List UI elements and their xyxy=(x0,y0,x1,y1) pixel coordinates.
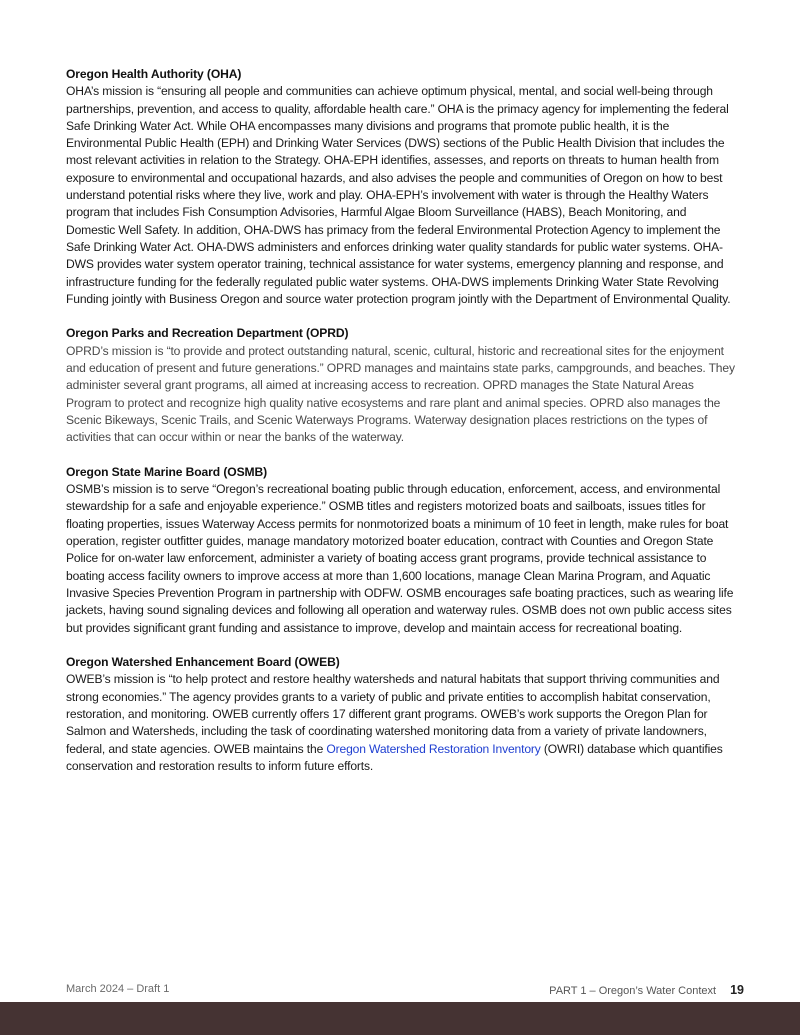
section-oprd xyxy=(66,325,738,446)
footer-bar xyxy=(0,1002,800,1035)
section-body xyxy=(66,671,738,775)
section-heading: Oregon Health Authority (OHA) xyxy=(66,67,242,81)
body-text-before-link: OWEB’s mission is “to help protect and restore healthy watersheds and natural habitats that support thriving communities and strong economies.” The agency provides grants to a variety of public and private entities to accomplish habitat conservation, restoration, and monitoring. OWEB currently offers 17 different grant programs. OWEB’s work supports the Oregon Plan for Salmon and Watersheds, including the task of coordinating watershed monitoring data from a variety of private landowners, federal, and state agencies. OWEB maintains the xyxy=(66,672,720,756)
section-oha xyxy=(66,66,738,308)
footer-part-title: PART 1 – Oregon’s Water Context xyxy=(549,985,717,997)
section-osmb xyxy=(66,464,738,637)
section-heading: Oregon Watershed Enhancement Board (OWEB) xyxy=(66,655,340,670)
footer-date-draft: March 2024 – Draft 1 xyxy=(66,983,170,995)
section-body: OPRD’s mission is “to provide and protect outstanding natural, scenic, cultural, historic and recreational sites for the enjoyment and education of present and future generations.” OPRD manages and maintains state parks, campgrounds, and beaches. They administer several grant programs, all aimed at increasing access to recreation. OPRD manages the State Natural Areas Program to protect and recognize high quality native ecosystems and rare plant and animal species. OPRD also manages the Scenic Bikeways, Scenic Trails, and Scenic Waterways Programs. Waterway designation places restrictions on the types of activities that can occur within or near the banks of the waterway. xyxy=(66,343,735,445)
page-footer xyxy=(66,983,744,999)
section-heading: Oregon State Marine Board (OSMB) xyxy=(66,464,268,479)
page-number: 19 xyxy=(730,983,744,997)
owri-link[interactable]: Oregon Watershed Restoration Inventory xyxy=(326,741,541,756)
section-body: OSMB’s mission is to serve “Oregon’s recreational boating public through education, enforcement, access, and environmental stewardship for a safe and enjoyable experience.” OSMB titles and registers motorized boats and sailboats, issues titles for floating properties, issues Waterway Access permits for nonmotorized boats a minimum of 10 feet in length, make rules for boat operation, register outfitter guides, manage mandatory motorized boater education, contract with Counties and Oregon State Police for on-water law enforcement, administer a variety of boating access grant programs, provide technical assistance to boating access facility owners to improve access at more than 1,600 locations, manage Clean Marina Program, and Aquatic Invasive Species Prevention Program in partnership with ODFW. OSMB encourages safe boating practices, such as wearing life jackets, having sound signaling devices and following all operation and waterway rules. OSMB does not own public access sites but provides significant grant funding and assistance to improve, develop and maintain access for recreational boating. xyxy=(66,482,734,635)
body-text-after-link: (OWRI) database which quantifies conservation and restoration results to inform future efforts. xyxy=(66,741,723,773)
footer-right xyxy=(549,983,744,997)
section-body: OHA’s mission is “ensuring all people and communities can achieve optimum physical, mental, and social well-being through partnerships, prevention, and access to quality, affordable health care.” OHA is the primacy agency for implementing the federal Safe Drinking Water Act. While OHA encompasses many divisions and programs that promote public health, it is the Environmental Public Health (EPH) and Drinking Water Services (DWS) sections of the Public Health Division that includes the most relevant activities in relation to the Strategy. OHA-EPH identifies, assesses, and reports on threats to human health from exposure to environmental and occupational hazards, and also advises the people and communities of Oregon on how to best understand potential risks where they live, work and play. OHA-EPH’s involvement with water is through the Healthy Waters program that includes Fish Consumption Advisories, Harmful Algae Bloom Surveillance (HABS), Beach Monitoring, and Domestic Well Safety. In addition, OHA-DWS has primacy from the federal Environmental Protection Agency to implement the Safe Drinking Water Act. OHA-DWS administers and enforces drinking water quality standards for public water systems. OHA-DWS provides water system operator training, technical assistance for water systems, emergency planning and response, and infrastructure funding for the federally regulated public water systems. OHA-DWS implements Drinking Water State Revolving Funding jointly with Business Oregon and source water protection program jointly with the Department of Environmental Quality. xyxy=(66,84,731,306)
section-heading: Oregon Parks and Recreation Department (OPRD) xyxy=(66,326,349,341)
section-oweb xyxy=(66,654,738,775)
document-page xyxy=(66,66,738,792)
